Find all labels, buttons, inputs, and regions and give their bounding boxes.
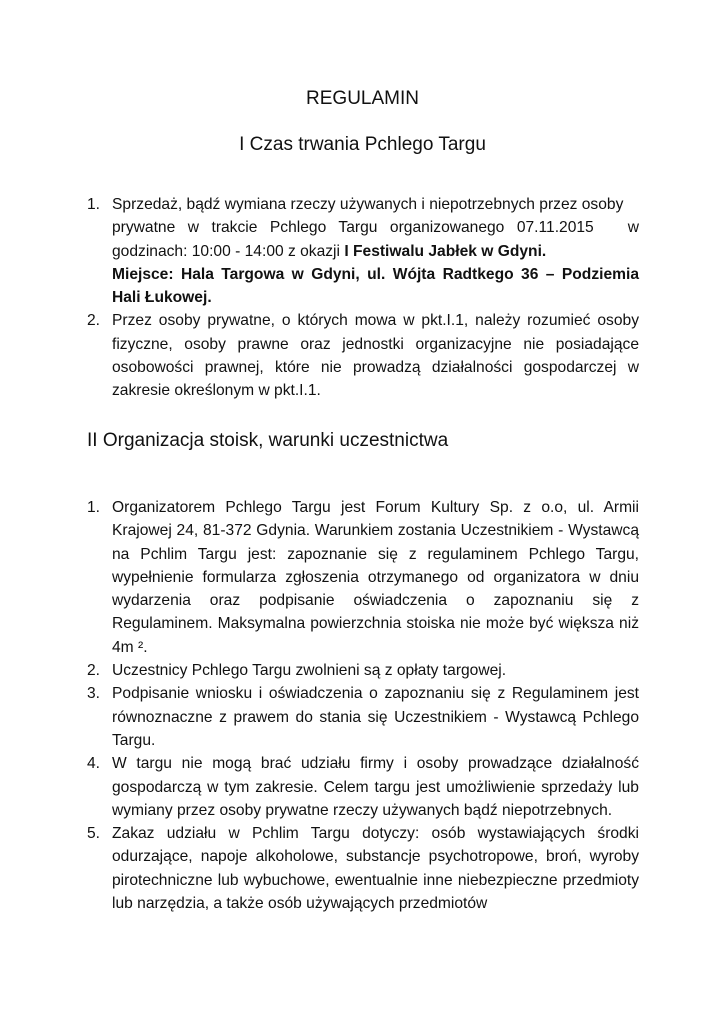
list-item-text: W targu nie mogą brać udziału firmy i osoby prowadzące działalność gospodarczą w tym zakresie. Celem targu jest umożliwienie sprzedaży lub wymiany przez osoby prywatne rzeczy używanych bądź niepotrzebnych. <box>112 755 639 819</box>
list-item-text: Podpisanie wniosku i oświadczenia o zapoznaniu się z Regulaminem jest równoznaczne z prawem do stania się Uczestnikiem - Wystawcą Pchlego Targu. <box>112 685 639 749</box>
list-item-number: 2. <box>87 312 101 330</box>
list-item <box>87 309 639 402</box>
list-item-number: 4. <box>87 755 101 773</box>
list-item-text: Sprzedaż, bądź wymiana rzeczy używanych i niepotrzebnych przez osoby <box>112 196 624 213</box>
list-item-number: 2. <box>87 662 101 680</box>
list-item-number: 1. <box>87 196 101 213</box>
list-item-number: 1. <box>87 499 101 516</box>
list-item <box>87 822 639 915</box>
section-1-list <box>87 193 639 403</box>
list-item-text: Organizatorem Pchlego Targu jest Forum Kultury Sp. z o.o, ul. Armii Krajowej 24, 81-372 Gdynia. Warunkiem zostania Uczestnikiem - Wystawcą na Pchlim Targu jest: zapoznanie się z regulaminem Pchlego Targu, wypełnienie formularza zgłoszenia otrzymanego od organizatora w dniu wydarzenia oraz podpisanie oświadczenia o zapoznaniu się z Regulaminem. Maksymalna powierzchnia stoiska nie może być większa niż 4m ². <box>112 499 639 656</box>
section-1-heading: I Czas trwania Pchlego Targu <box>239 134 486 155</box>
list-item <box>87 682 639 752</box>
list-item <box>87 659 639 682</box>
list-item-line <box>112 216 639 239</box>
section-2-list <box>87 496 639 915</box>
list-item-text: godzinach: 10:00 - 14:00 z okazji <box>112 242 345 260</box>
list-item-number: 3. <box>87 685 101 703</box>
list-item <box>87 193 639 309</box>
list-item-text: w <box>627 219 639 237</box>
list-item-text: Zakaz udziału w Pchlim Targu dotyczy: osób wystawiających środki odurzające, napoje alkoholowe, substancje psychotropowe, broń, wyroby pirotechniczne lub wybuchowe, ewentualnie inne niebezpieczne przedmioty lub narzędzia, a także osób używających przedmiotów <box>112 825 639 913</box>
list-item <box>87 496 639 659</box>
list-item-text: Uczestnicy Pchlego Targu zwolnieni są z opłaty targowej. <box>112 662 507 680</box>
document-title: REGULAMIN <box>306 88 419 109</box>
list-item-number: 5. <box>87 825 101 843</box>
event-location: Miejsce: Hala Targowa w Gdyni, ul. Wójta Radtkego 36 – Podziemia Hali Łukowej. <box>112 265 639 307</box>
list-item-text: prywatne w trakcie Pchlego Targu organizowanego 07.11.2015 <box>112 219 594 237</box>
festival-name: I Festiwalu Jabłek w Gdyni. <box>344 242 547 260</box>
section-2-heading: II Organizacja stoisk, warunki uczestnictwa <box>87 430 449 451</box>
list-item-text: Przez osoby prywatne, o których mowa w pkt.I.1, należy rozumieć osoby fizyczne, osoby prawne oraz jednostki organizacyjne nie posiadające osobowości prawnej, które nie prowadzą działalności gospodarczej w zakresie określonym w pkt.I.1. <box>112 312 639 400</box>
list-item <box>87 752 639 822</box>
